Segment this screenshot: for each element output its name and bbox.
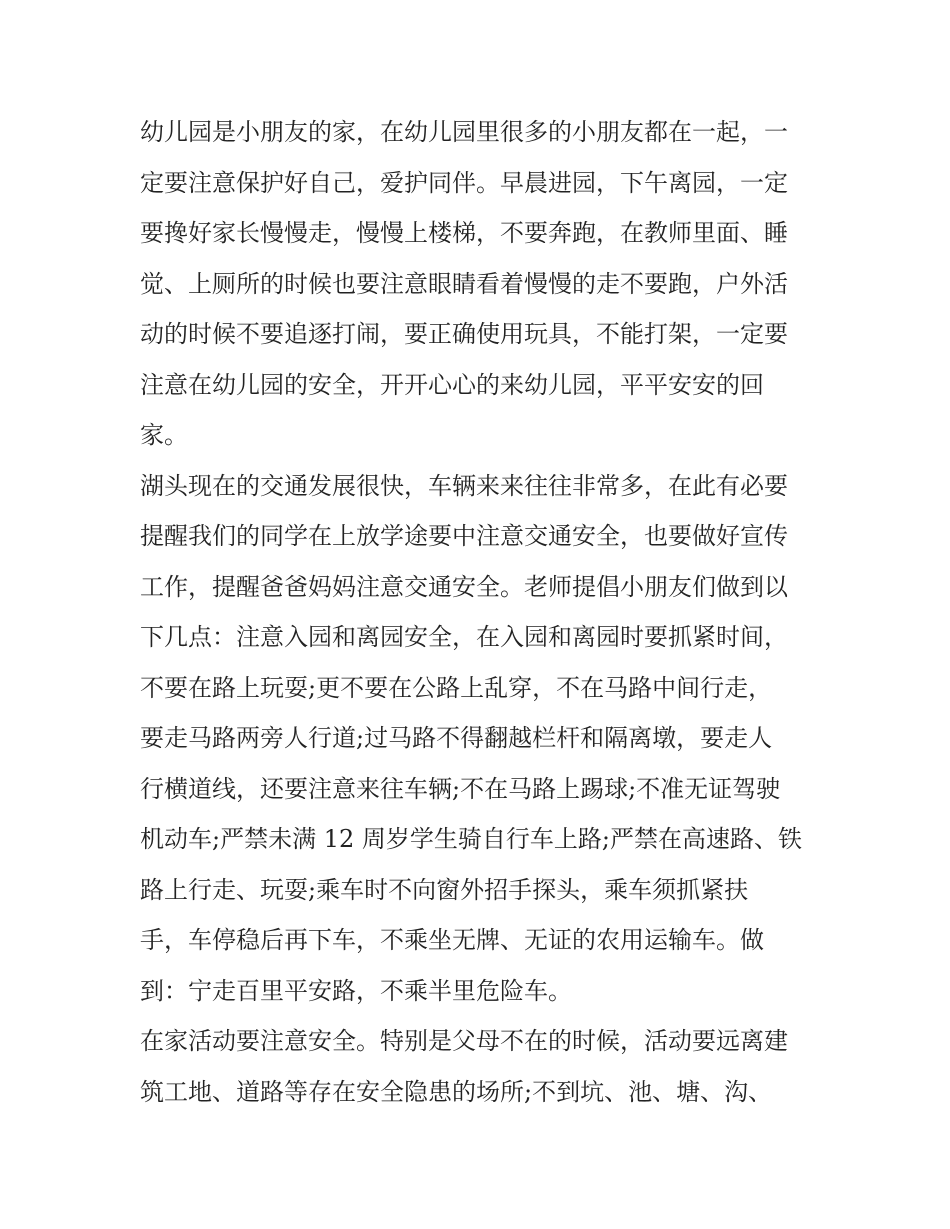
text-line: 筑工地、道路等存在安全隐患的场所;不到坑、池、塘、沟、 (140, 1077, 773, 1106)
text-line: 下几点：注意入园和离园安全，在入园和离园时要抓紧时间， (140, 623, 788, 651)
paragraph-kindergarten-safety (140, 107, 820, 461)
text-line: 幼儿园是小朋友的家，在幼儿园里很多的小朋友都在一起，一 (140, 118, 788, 146)
text-line: 在家活动要注意安全。特别是父母不在的时候，活动要远离建 (140, 1027, 788, 1055)
paragraph-traffic-safety (140, 461, 820, 1017)
text-line: 机动车;严禁未满 12 周岁学生骑自行车上路;严禁在高速路、铁 (140, 825, 802, 853)
text-line: 行横道线，还要注意来往车辆;不在马路上踢球;不准无证驾驶 (140, 774, 781, 803)
text-line: 提醒我们的同学在上放学途要中注意交通安全，也要做好宣传 (140, 522, 788, 550)
text-line: 动的时候不要追逐打闹，要正确使用玩具，不能打架，一定要 (140, 320, 788, 348)
document-body (140, 107, 820, 1117)
text-line: 家。 (140, 421, 188, 449)
text-line: 定要注意保护好自己，爱护同伴。早晨进园，下午离园，一定 (140, 168, 788, 197)
text-line: 注意在幼儿园的安全，开开心心的来幼儿园，平平安安的回 (140, 370, 764, 399)
text-line: 不要在路上玩耍;更不要在公路上乱穿，不在马路中间行走， (140, 673, 773, 702)
text-line: 手，车停稳后再下车，不乘坐无牌、无证的农用运输车。做 (140, 926, 764, 954)
text-line: 工作，提醒爸爸妈妈注意交通安全。老师提倡小朋友们做到以 (140, 572, 788, 601)
text-line: 要走马路两旁人行道;过马路不得翻越栏杆和隔离墩，要走人 (140, 724, 773, 752)
text-line: 到：宁走百里平安路，不乘半里危险车。 (140, 976, 572, 1005)
text-line: 湖头现在的交通发展很快，车辆来来往往非常多，在此有必要 (140, 471, 788, 500)
text-line: 觉、上厕所的时候也要注意眼睛看着慢慢的走不要跑，户外活 (140, 269, 788, 298)
text-line: 要搀好家长慢慢走，慢慢上楼梯，不要奔跑，在教师里面、睡 (140, 219, 788, 247)
text-line: 路上行走、玩耍;乘车时不向窗外招手探头，乘车须抓紧扶 (140, 875, 749, 904)
paragraph-home-safety (140, 1016, 820, 1117)
